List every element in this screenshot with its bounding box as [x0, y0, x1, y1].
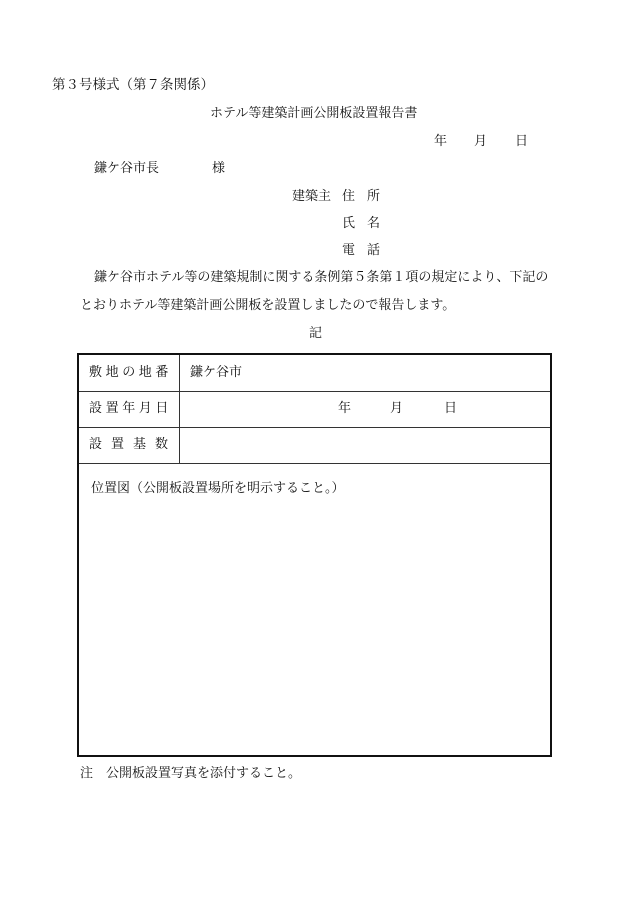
document-title: ホテル等建築計画公開板設置報告書	[210, 106, 418, 121]
body-text-line-2: とおりホテル等建築計画公開板を設置しましたので報告します。	[80, 298, 456, 313]
footnote: 注 公開板設置写真を添付すること。	[80, 766, 302, 781]
body-text-line-1: 鎌ケ谷市ホテル等の建築規制に関する条例第５条第１項の規定により、下記の	[94, 270, 549, 285]
record-mark: 記	[309, 326, 323, 341]
count-label-cell	[79, 427, 180, 463]
location-map-caption: 位置図（公開板設置場所を明示すること。）	[91, 481, 345, 496]
install-date-label-cell	[79, 391, 180, 427]
date-month-label: 月	[474, 134, 488, 149]
location-map-area[interactable]	[79, 463, 550, 755]
applicant-phone-label: 電話	[342, 243, 393, 258]
table-row-site	[79, 355, 550, 392]
form-number: 第３号様式（第７条関係）	[52, 77, 214, 93]
install-date-month-label: 月	[390, 401, 404, 416]
site-value-cell[interactable]	[180, 355, 550, 391]
site-label: 敷地の地番	[89, 365, 173, 380]
site-label-cell	[79, 355, 180, 391]
report-table	[77, 353, 552, 757]
date-day-label: 日	[515, 134, 529, 149]
install-date-year-label: 年	[338, 401, 352, 416]
table-row-install-date	[79, 391, 550, 428]
addressee-name: 鎌ケ谷市長	[94, 161, 160, 176]
applicant-address-label: 住所	[342, 189, 393, 204]
install-date-day-label: 日	[444, 401, 458, 416]
applicant-name-label: 氏名	[342, 216, 393, 231]
report-date-line	[434, 135, 534, 149]
date-year-label: 年	[434, 134, 448, 149]
install-date-value-cell[interactable]	[180, 391, 550, 427]
addressee-honorific: 様	[212, 161, 226, 176]
table-row-count	[79, 427, 550, 464]
count-value-cell[interactable]	[180, 427, 550, 463]
applicant-label: 建築主	[292, 189, 332, 204]
site-value-prefix: 鎌ケ谷市	[190, 365, 243, 380]
count-label: 設置基数	[89, 437, 178, 452]
install-date-label: 設置年月日	[89, 401, 173, 416]
